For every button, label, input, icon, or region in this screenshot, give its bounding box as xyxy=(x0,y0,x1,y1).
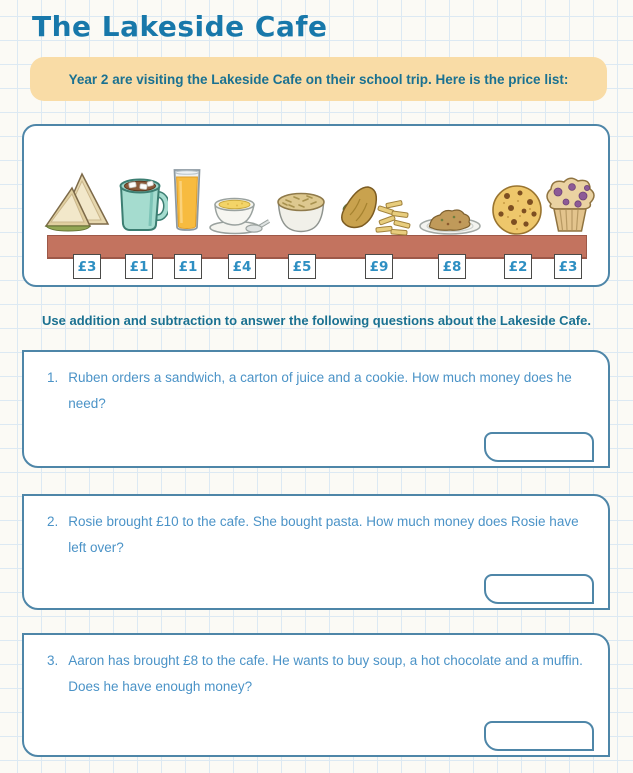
cookie-icon xyxy=(490,184,544,236)
price-list-box xyxy=(22,124,610,287)
question-card-3 xyxy=(22,633,610,757)
intro-banner-text: Year 2 are visiting the Lakeside Cafe on their school trip. Here is the price list: xyxy=(68,71,569,87)
question-2-text: Rosie brought £10 to the cafe. She bought pasta. How much money does Rosie have left over? xyxy=(68,514,579,555)
price-tag-soup: £4 xyxy=(228,254,256,279)
price-tag-hot-chocolate: £1 xyxy=(125,254,153,279)
sandwich-icon xyxy=(44,172,112,232)
pasta-bowl-icon xyxy=(274,188,328,234)
question-3-number: 3. xyxy=(47,653,59,668)
answer-box-1[interactable] xyxy=(484,432,594,462)
hot-chocolate-icon xyxy=(116,174,168,232)
answer-box-2[interactable] xyxy=(484,574,594,604)
price-tag-cookie: £2 xyxy=(504,254,532,279)
instruction-text: Use addition and subtraction to answer the following questions about the Lakeside Cafe. xyxy=(42,313,591,328)
price-tag-pasta: £5 xyxy=(288,254,316,279)
muffin-icon xyxy=(542,176,598,234)
price-tag-sandwich: £3 xyxy=(73,254,101,279)
page-title: The Lakeside Cafe xyxy=(32,10,328,43)
price-tag-curry-plate: £8 xyxy=(438,254,466,279)
question-3-text: Aaron has brought £8 to the cafe. He wants to buy soup, a hot chocolate and a muffin. Does he have enough money? xyxy=(68,653,583,694)
soup-bowl-icon xyxy=(208,191,272,235)
curry-plate-icon xyxy=(418,205,482,235)
question-1-number: 1. xyxy=(47,370,59,385)
intro-banner xyxy=(30,57,607,101)
question-card-2 xyxy=(22,494,610,610)
price-tag-muffin: £3 xyxy=(554,254,582,279)
answer-box-3[interactable] xyxy=(484,721,594,751)
question-card-1 xyxy=(22,350,610,468)
price-tag-juice: £1 xyxy=(174,254,202,279)
question-2-number: 2. xyxy=(47,514,59,529)
question-1-text: Ruben orders a sandwich, a carton of juice and a cookie. How much money does he need? xyxy=(68,370,572,411)
juice-glass-icon xyxy=(172,168,202,232)
fish-and-chips-icon xyxy=(336,183,416,237)
price-tag-fish-and-chips: £9 xyxy=(365,254,393,279)
